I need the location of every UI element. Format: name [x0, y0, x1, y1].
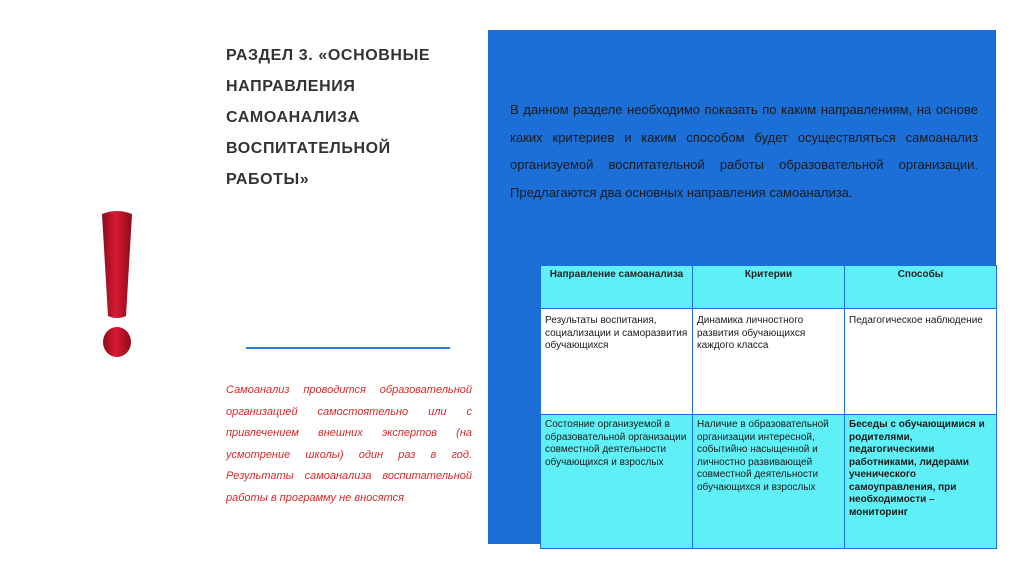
table-header-direction: Направление самоанализа [541, 266, 693, 309]
heading-line: САМОАНАЛИЗА [226, 109, 360, 126]
note-text: Самоанализ проводится образовательной организацией самостоятельно или с привлечением внешних экспертов (на усмотрение школы) один раз в год. Результаты самоанализа воспитательной работы в программу не вносятся [226, 384, 472, 504]
exclamation-icon [92, 208, 142, 364]
table-cell: Состояние организуемой в образовательной организации совместной деятельности обучающихся и взрослых [541, 415, 693, 549]
heading-line: НАПРАВЛЕНИЯ [226, 78, 356, 95]
divider [246, 347, 450, 349]
table-row [541, 415, 997, 549]
heading-line: РАБОТЫ» [226, 171, 310, 188]
table-cell: Динамика личностного развития обучающихся каждого класса [693, 309, 845, 415]
table-cell: Результаты воспитания, социализации и саморазвития обучающихся [541, 309, 693, 415]
analysis-table [540, 265, 997, 549]
intro-text: В данном разделе необходимо показать по каким направлениям, на основе каких критериев и каким способом будет осуществляться самоанализ организуемой воспитательной работы образовательной организации. Предлагаются два основных направления самоанализа. [510, 102, 978, 200]
table-header-criteria: Критерии [693, 266, 845, 309]
table-row [541, 309, 997, 415]
table-cell: Педагогическое наблюдение [845, 309, 997, 415]
heading-line: ВОСПИТАТЕЛЬНОЙ [226, 140, 391, 157]
heading-line: РАЗДЕЛ 3. «ОСНОВНЫЕ [226, 47, 431, 64]
section-heading [226, 40, 476, 195]
table-header-methods: Способы [845, 266, 997, 309]
table-cell: Беседы с обучающимися и родителями, педагогическими работниками, лидерами ученического самоуправления, при необходимости – мониторинг [845, 415, 997, 549]
table-cell: Наличие в образовательной организации интересной, событийно насыщенной и личностно развивающей совместной деятельности обучающихся и взрослых [693, 415, 845, 549]
